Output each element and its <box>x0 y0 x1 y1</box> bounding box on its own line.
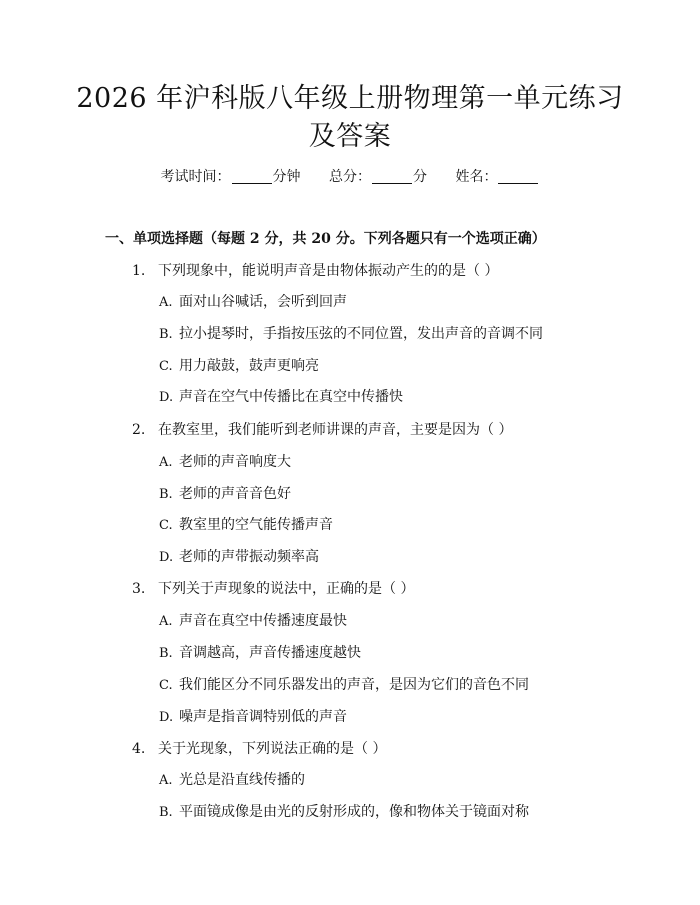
question-3-option-d <box>159 707 347 728</box>
question-1 <box>132 261 498 281</box>
question-number: 3. <box>132 581 146 597</box>
option-letter: D. <box>159 710 174 725</box>
question-2-option-b <box>159 484 291 505</box>
exam-info <box>0 167 700 187</box>
option-letter: C. <box>159 359 173 374</box>
total-score-label: 总分： <box>329 169 371 185</box>
option-text: 噪声是指音调特别低的声音 <box>179 709 347 725</box>
question-text: 关于光现象，下列说法正确的是（ ） <box>158 741 387 757</box>
student-name <box>455 167 539 187</box>
exam-time-label: 考试时间： <box>160 169 231 185</box>
question-text: 在教室里，我们能听到老师讲课的声音，主要是因为（ ） <box>158 422 513 438</box>
document-title-line-2: 及答案 <box>308 121 392 152</box>
question-1-option-c <box>159 356 319 377</box>
total-score-blank <box>372 169 412 184</box>
option-letter: C. <box>159 518 173 533</box>
option-text: 光总是沿直线传播的 <box>179 772 305 788</box>
option-text: 声音在空气中传播比在真空中传播快 <box>179 389 403 405</box>
option-text: 老师的声音音色好 <box>179 486 291 502</box>
option-text: 面对山谷喊话，会听到回声 <box>179 294 347 310</box>
question-4-option-a <box>159 770 305 791</box>
question-3 <box>132 579 414 599</box>
option-letter: A. <box>159 455 173 470</box>
question-1-option-b <box>159 324 543 345</box>
student-name-blank <box>498 169 538 184</box>
question-1-option-a <box>159 292 347 313</box>
question-3-option-b <box>159 643 361 664</box>
question-number: 4. <box>132 741 146 757</box>
option-letter: C. <box>159 678 173 693</box>
student-name-label: 姓名： <box>455 169 498 185</box>
section-heading: 一、单项选择题（每题 2 分，共 20 分。下列各题只有一个选项正确） <box>105 231 546 247</box>
exam-time-unit: 分钟 <box>272 169 301 185</box>
question-2-option-d <box>159 547 319 568</box>
total-score-unit: 分 <box>413 169 427 185</box>
option-text: 声音在真空中传播速度最快 <box>179 613 347 629</box>
exam-time <box>161 167 301 187</box>
option-text: 教室里的空气能传播声音 <box>179 517 333 533</box>
question-3-option-c <box>159 675 529 696</box>
option-text: 用力敲鼓，鼓声更响亮 <box>179 358 319 374</box>
option-text: 我们能区分不同乐器发出的声音，是因为它们的音色不同 <box>179 677 529 693</box>
option-letter: A. <box>159 295 173 310</box>
question-number: 1. <box>132 263 146 279</box>
question-text: 下列关于声现象的说法中，正确的是（ ） <box>158 581 415 597</box>
option-text: 老师的声带振动频率高 <box>179 549 319 565</box>
option-text: 拉小提琴时，手指按压弦的不同位置，发出声音的音调不同 <box>179 326 543 342</box>
question-2 <box>132 420 512 440</box>
question-2-option-a <box>159 452 291 473</box>
question-3-option-a <box>159 611 347 632</box>
option-letter: B. <box>159 327 173 342</box>
question-4 <box>132 739 386 759</box>
option-letter: D. <box>159 390 174 405</box>
option-letter: A. <box>159 614 173 629</box>
question-text: 下列现象中，能说明声音是由物体振动产生的的是（ ） <box>158 263 499 279</box>
option-letter: A. <box>159 773 173 788</box>
question-4-option-b <box>159 802 529 823</box>
option-text: 老师的声音响度大 <box>179 454 291 470</box>
question-1-option-d <box>159 387 403 408</box>
option-letter: B. <box>159 646 173 661</box>
question-2-option-c <box>159 515 333 536</box>
total-score <box>329 167 427 187</box>
option-text: 音调越高，声音传播速度越快 <box>179 645 361 661</box>
option-letter: D. <box>159 550 174 565</box>
option-letter: B. <box>159 487 173 502</box>
option-text: 平面镜成像是由光的反射形成的，像和物体关于镜面对称 <box>179 804 529 820</box>
document-title-line-1: 2026 年沪科版八年级上册物理第一单元练习 <box>76 83 624 114</box>
option-letter: B. <box>159 805 173 820</box>
question-number: 2. <box>132 422 146 438</box>
exam-time-blank <box>232 169 272 184</box>
